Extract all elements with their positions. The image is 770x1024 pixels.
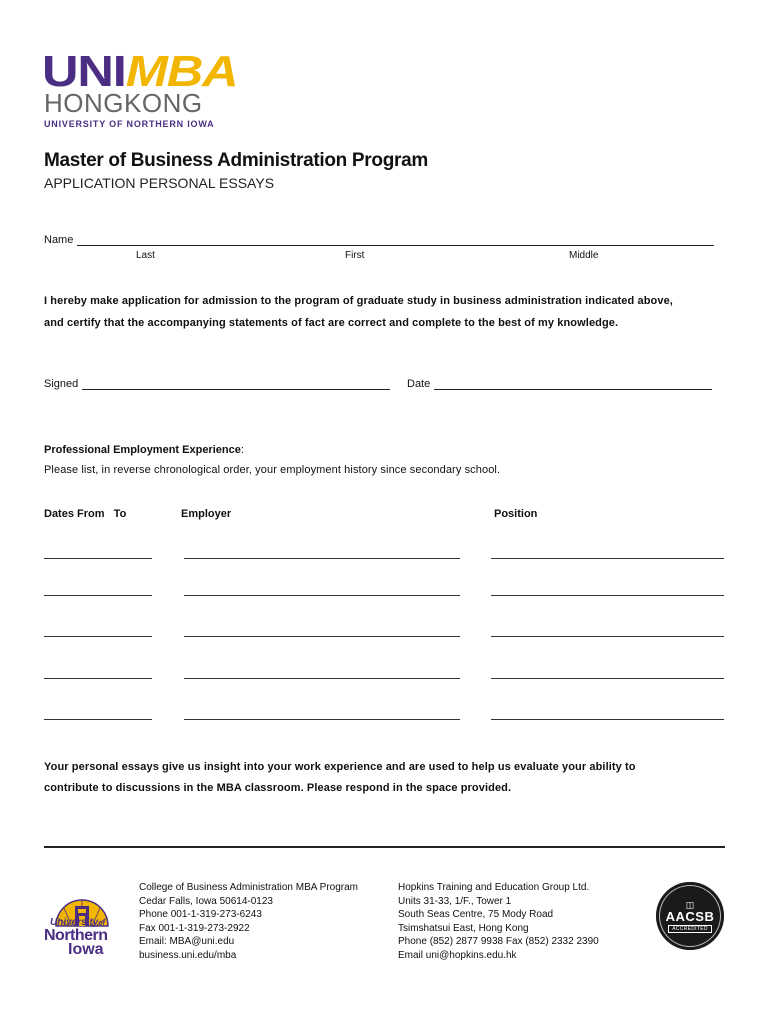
college-address xyxy=(139,881,358,963)
hopkins-address-line: Phone (852) 2877 9938 Fax (852) 2332 2390 xyxy=(398,936,599,948)
name-label: Name xyxy=(44,234,74,246)
seal-iowa-text: Iowa xyxy=(68,941,104,958)
college-address-line: Fax 001-1-319-273-2922 xyxy=(139,922,250,934)
signed-input-line[interactable] xyxy=(82,379,390,390)
employer-input-line[interactable] xyxy=(184,636,460,637)
uni-seal-logo xyxy=(42,880,122,962)
position-input-line[interactable] xyxy=(491,558,724,559)
position-input-line[interactable] xyxy=(491,678,724,679)
hopkins-address xyxy=(398,881,599,963)
page-subtitle: APPLICATION PERSONAL ESSAYS xyxy=(44,175,275,191)
position-input-line[interactable] xyxy=(491,595,724,596)
declaration-line-2: and certify that the accompanying statements of fact are correct and complete to the best of my knowledge. xyxy=(44,317,619,329)
employment-instructions: Please list, in reverse chronological order, your employment history since secondary school. xyxy=(44,464,501,476)
employer-input-line[interactable] xyxy=(184,719,460,720)
logo-mba-text: MBA xyxy=(125,47,238,96)
aacsb-badge xyxy=(656,882,724,950)
hopkins-address-line: Hopkins Training and Education Group Ltd. xyxy=(398,882,590,893)
date-input-line[interactable] xyxy=(434,379,712,390)
dates-input-line[interactable] xyxy=(44,595,152,596)
name-field[interactable] xyxy=(44,234,714,246)
dates-input-line[interactable] xyxy=(44,558,152,559)
name-middle-label: Middle xyxy=(569,250,599,261)
college-address-line: Cedar Falls, Iowa 50614-0123 xyxy=(139,895,273,907)
college-address-line: Email: MBA@uni.edu xyxy=(139,936,235,948)
seal-northern-text: Northern xyxy=(44,927,108,944)
seal-university-word: University xyxy=(50,917,99,928)
logo-university-text: UNIVERSITY OF NORTHERN IOWA xyxy=(44,119,215,129)
name-first-label: First xyxy=(345,250,365,261)
hopkins-address-line: Units 31-33, 1/F., Tower 1 xyxy=(398,895,512,907)
college-address-line: Phone 001-1-319-273-6243 xyxy=(139,909,262,921)
date-label: Date xyxy=(407,378,431,390)
hopkins-address-line: Tsimshatsui East, Hong Kong xyxy=(398,922,529,934)
date-field[interactable] xyxy=(407,378,712,390)
position-input-line[interactable] xyxy=(491,719,724,720)
seal-of-word: of xyxy=(98,920,105,927)
logo-uni-text: UNI xyxy=(42,47,126,96)
dates-input-line[interactable] xyxy=(44,719,152,720)
employment-heading-colon: : xyxy=(240,444,244,456)
employment-heading xyxy=(44,444,244,456)
dates-input-line[interactable] xyxy=(44,636,152,637)
column-position: Position xyxy=(494,508,538,520)
essay-intro-line-1: Your personal essays give us insight into your work experience and are used to help us evaluate your ability to xyxy=(44,761,636,773)
college-address-line: College of Business Administration MBA Program xyxy=(139,882,358,893)
pillar-icon: ◫ xyxy=(685,899,695,910)
employment-heading-text: Professional Employment Experience xyxy=(44,444,241,456)
employer-input-line[interactable] xyxy=(184,595,460,596)
name-input-line[interactable] xyxy=(77,235,714,246)
employer-input-line[interactable] xyxy=(184,678,460,679)
college-address-line: business.uni.edu/mba xyxy=(139,949,237,961)
column-employer: Employer xyxy=(181,508,232,520)
declaration-line-1: I hereby make application for admission to the program of graduate study in business administration indicated above, xyxy=(44,295,673,307)
dates-input-line[interactable] xyxy=(44,678,152,679)
hopkins-address-line: South Seas Centre, 75 Mody Road xyxy=(398,909,554,921)
name-last-label: Last xyxy=(136,250,155,261)
page-title: Master of Business Administration Program xyxy=(44,150,428,171)
aacsb-accredited: ACCREDITED xyxy=(668,925,712,933)
hopkins-address-line: Email uni@hopkins.edu.hk xyxy=(398,949,517,961)
column-dates: Dates From To xyxy=(44,508,127,520)
signed-field[interactable] xyxy=(44,378,390,390)
footer-divider xyxy=(44,846,725,848)
employer-input-line[interactable] xyxy=(184,558,460,559)
essay-intro-line-2: contribute to discussions in the MBA classroom. Please respond in the space provided. xyxy=(44,782,512,794)
signed-label: Signed xyxy=(44,378,79,390)
aacsb-name: AACSB xyxy=(665,908,715,924)
logo-hongkong-text: HONGKONG xyxy=(44,88,203,118)
position-input-line[interactable] xyxy=(491,636,724,637)
